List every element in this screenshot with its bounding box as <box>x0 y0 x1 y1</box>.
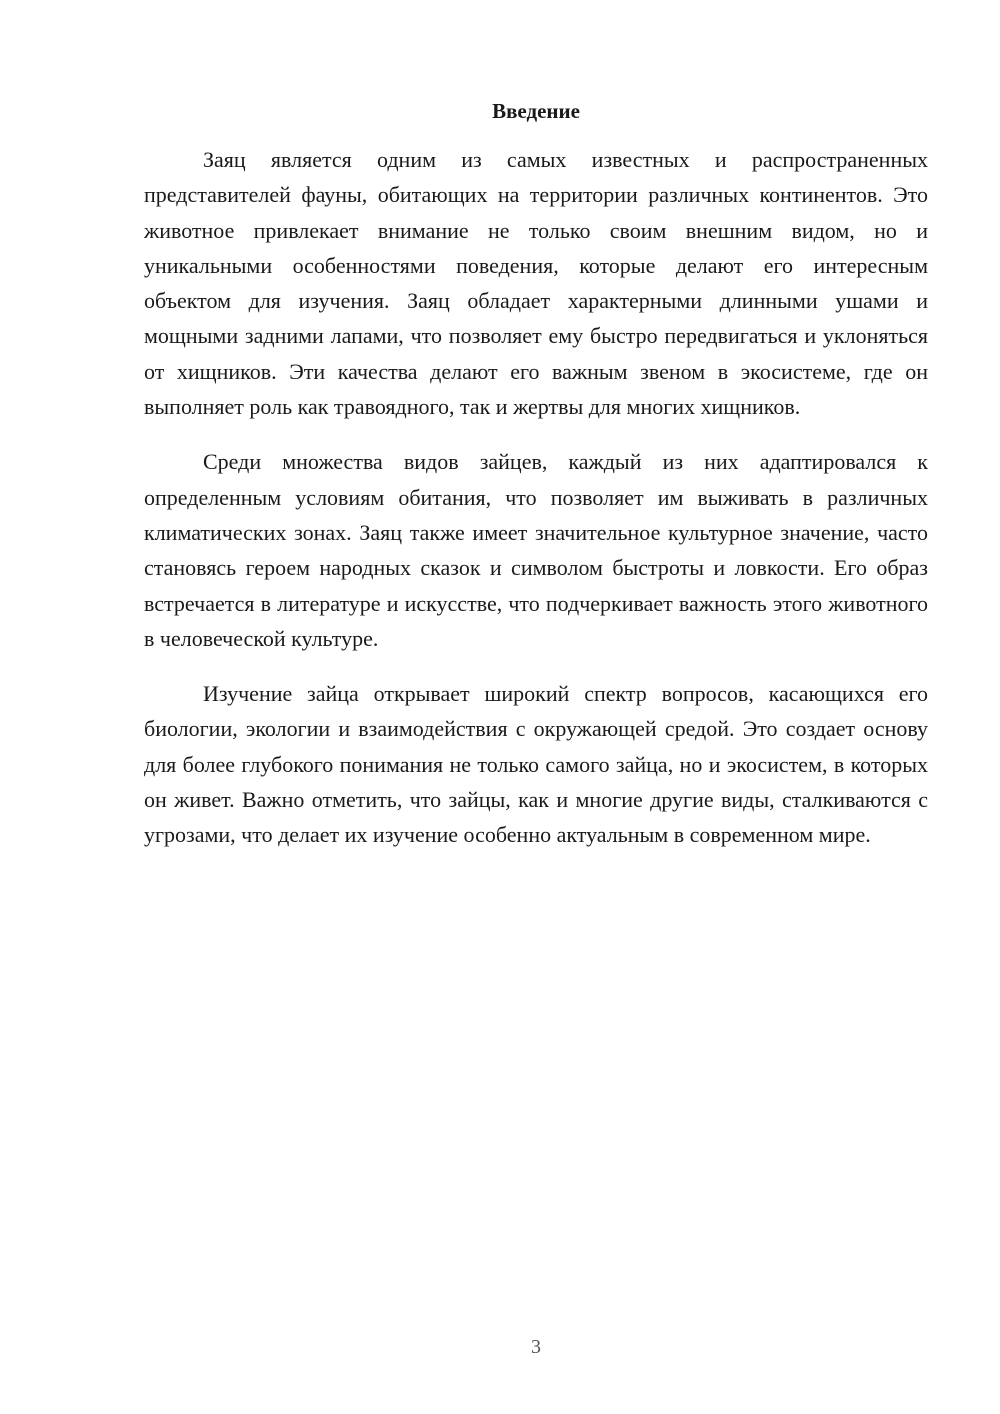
paragraph-2: Среди множества видов зайцев, каждый из них адаптировался к определенным условиям обитания, что позволяет им выживать в различных климатических зонах. Заяц также имеет значительное культурное значение, часто становясь героем народных сказок и символом быстроты и ловкости. Его образ встречается в литературе и искусстве, что подчеркивает важность этого животного в человеческой культуре. <box>144 449 928 651</box>
page-title: Введение <box>492 99 580 123</box>
paragraph-1: Заяц является одним из самых известных и распространенных представителей фауны, обитающих на территории различных континентов. Это животное привлекает внимание не только своим внешним видом, но и уникальными особенностями поведения, которые делают его интересным объектом для изучения. Заяц обладает характерными длинными ушами и мощными задними лапами, что позволяет ему быстро передвигаться и уклоняться от хищников. Эти качества делают его важным звеном в экосистеме, где он выполняет роль как травоядного, так и жертвы для многих хищников. <box>144 147 928 420</box>
body-text <box>144 142 928 873</box>
page-number: 3 <box>531 1336 541 1358</box>
paragraph-3: Изучение зайца открывает широкий спектр вопросов, касающихся его биологии, экологии и взаимодействия с окружающей средой. Это создает основу для более глубокого понимания не только самого зайца, но и экосистем, в которых он живет. Важно отметить, что зайцы, как и многие другие виды, сталкиваются с угрозами, что делает их изучение особенно актуальным в современном мире. <box>144 681 928 848</box>
